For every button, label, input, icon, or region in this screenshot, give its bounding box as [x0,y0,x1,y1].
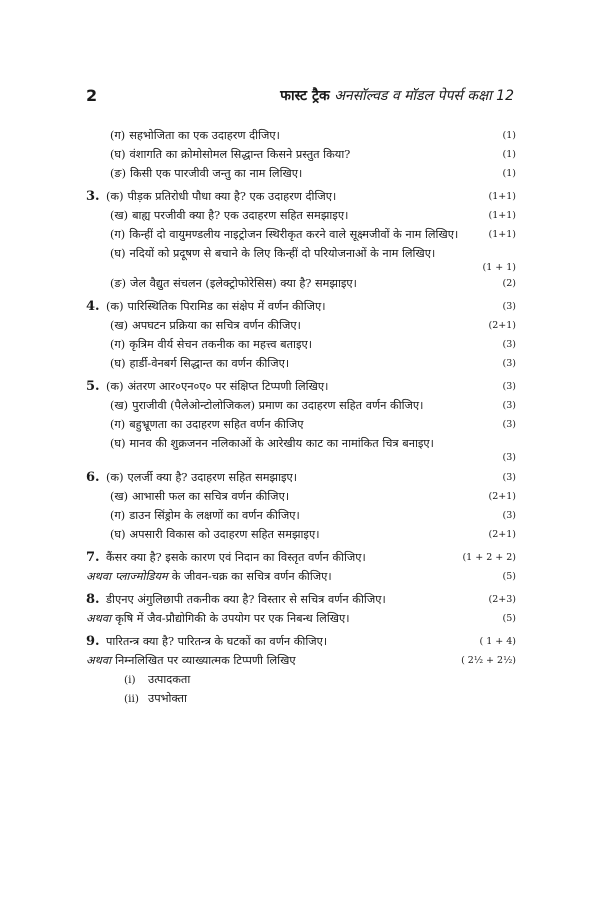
question-item: (घ) अपसारी विकास को उदाहरण सहित समझाइए। (2+1) [110,528,516,541]
question-item: (ग) कृत्रिम वीर्य सेचन तकनीक का महत्त्व बताइए। (3) [110,338,516,351]
question-item: 6. (क) एलर्जी क्या है? उदाहरण सहित समझाइए। (3) [86,470,516,485]
question-item: (ङ) किसी एक पारजीवी जन्तु का नाम लिखिए। (1) [110,167,516,180]
question-number: 9. [86,634,100,649]
sub-item: (i) उत्पादकता [124,673,191,686]
question-alternative: अथवा निम्नलिखित पर व्याख्यात्मक टिप्पणी लिखिए ( 2½ + 2½) [86,654,516,667]
question-alternative: अथवा प्लाज्मोडियम के जीवन-चक्र का सचित्र वर्णन कीजिए। (5) [86,570,516,583]
sub-item: (ii) उपभोक्ता [124,692,187,705]
question-item: (ग) बहुभ्रूणता का उदाहरण सहित वर्णन कीजिए (3) [110,418,516,431]
question-number: 8. [86,592,100,607]
header-brand: फास्ट ट्रैक [280,88,330,104]
question-number: 5. [86,379,100,394]
question-item: (ङ) जेल वैद्युत संचलन (इलेक्ट्रोफोरेसिस) क्या है? समझाइए। (2) [110,277,516,290]
page-header [280,86,514,105]
question-number: 3. [86,189,100,204]
header-title: अनसॉल्वड व मॉडल पेपर्स कक्षा 12 [334,88,514,104]
question-item: (ख) अपघटन प्रक्रिया का सचित्र वर्णन कीजिए। (2+1) [110,319,516,332]
question-number: 4. [86,299,100,314]
question-item: 7. कैंसर क्या है? इसके कारण एवं निदान का विस्तृत वर्णन कीजिए। (1 + 2 + 2) [86,550,516,565]
question-item: (ख) आभासी फल का सचित्र वर्णन कीजिए। (2+1) [110,490,516,503]
question-item: 9. पारितन्त्र क्या है? पारितन्त्र के घटकों का वर्णन कीजिए। ( 1 + 4) [86,634,516,649]
question-item: (ग) सहभोजिता का एक उदाहरण दीजिए। (1) [110,129,516,142]
question-item: (ख) पुराजीवी (पैलेओन्टोलोजिकल) प्रमाण का उदाहरण सहित वर्णन कीजिए। (3) [110,399,516,412]
question-item: 3. (क) पीड़क प्रतिरोधी पौधा क्या है? एक उदाहरण दीजिए। (1+1) [86,189,516,204]
question-item: 8. डीएनए अंगुलिछापी तकनीक क्या है? विस्तार से सचित्र वर्णन कीजिए। (2+3) [86,592,516,607]
question-item: 5. (क) अंतरण आर०एन०ए० पर संक्षिप्त टिप्पणी लिखिए। (3) [86,379,516,394]
question-item: (ग) डाउन सिंड्रोम के लक्षणों का वर्णन कीजिए। (3) [110,509,516,522]
page-number: 2 [86,86,98,105]
question-list [86,128,516,710]
question-item: (घ) हार्डी-वेनबर्ग सिद्धान्त का वर्णन कीजिए। (3) [110,357,516,370]
question-number: 6. [86,470,100,485]
question-item: (घ) वंशागति का क्रोमोसोमल सिद्धान्त किसने प्रस्तुत किया? (1) [110,148,516,161]
question-item: (घ) नदियों को प्रदूषण से बचाने के लिए किन्हीं दो परियोजनाओं के नाम लिखिए। (1 + 1) [110,247,516,273]
question-alternative: अथवा कृषि में जैव-प्रौद्योगिकी के उपयोग पर एक निबन्ध लिखिए। (5) [86,612,516,625]
question-item: (ग) किन्हीं दो वायुमण्डलीय नाइट्रोजन स्थिरीकृत करने वाले सूक्ष्मजीवों के नाम लिखिए। (1+1) [110,228,516,241]
question-item: (घ) मानव की शुक्रजनन नलिकाओं के आरेखीय काट का नामांकित चित्र बनाइए। (3) [110,437,516,463]
question-item: (ख) बाह्य परजीवी क्या है? एक उदाहरण सहित समझाइए। (1+1) [110,209,516,222]
question-item: 4. (क) पारिस्थितिक पिरामिड का संक्षेप में वर्णन कीजिए। (3) [86,299,516,314]
question-number: 7. [86,550,100,565]
